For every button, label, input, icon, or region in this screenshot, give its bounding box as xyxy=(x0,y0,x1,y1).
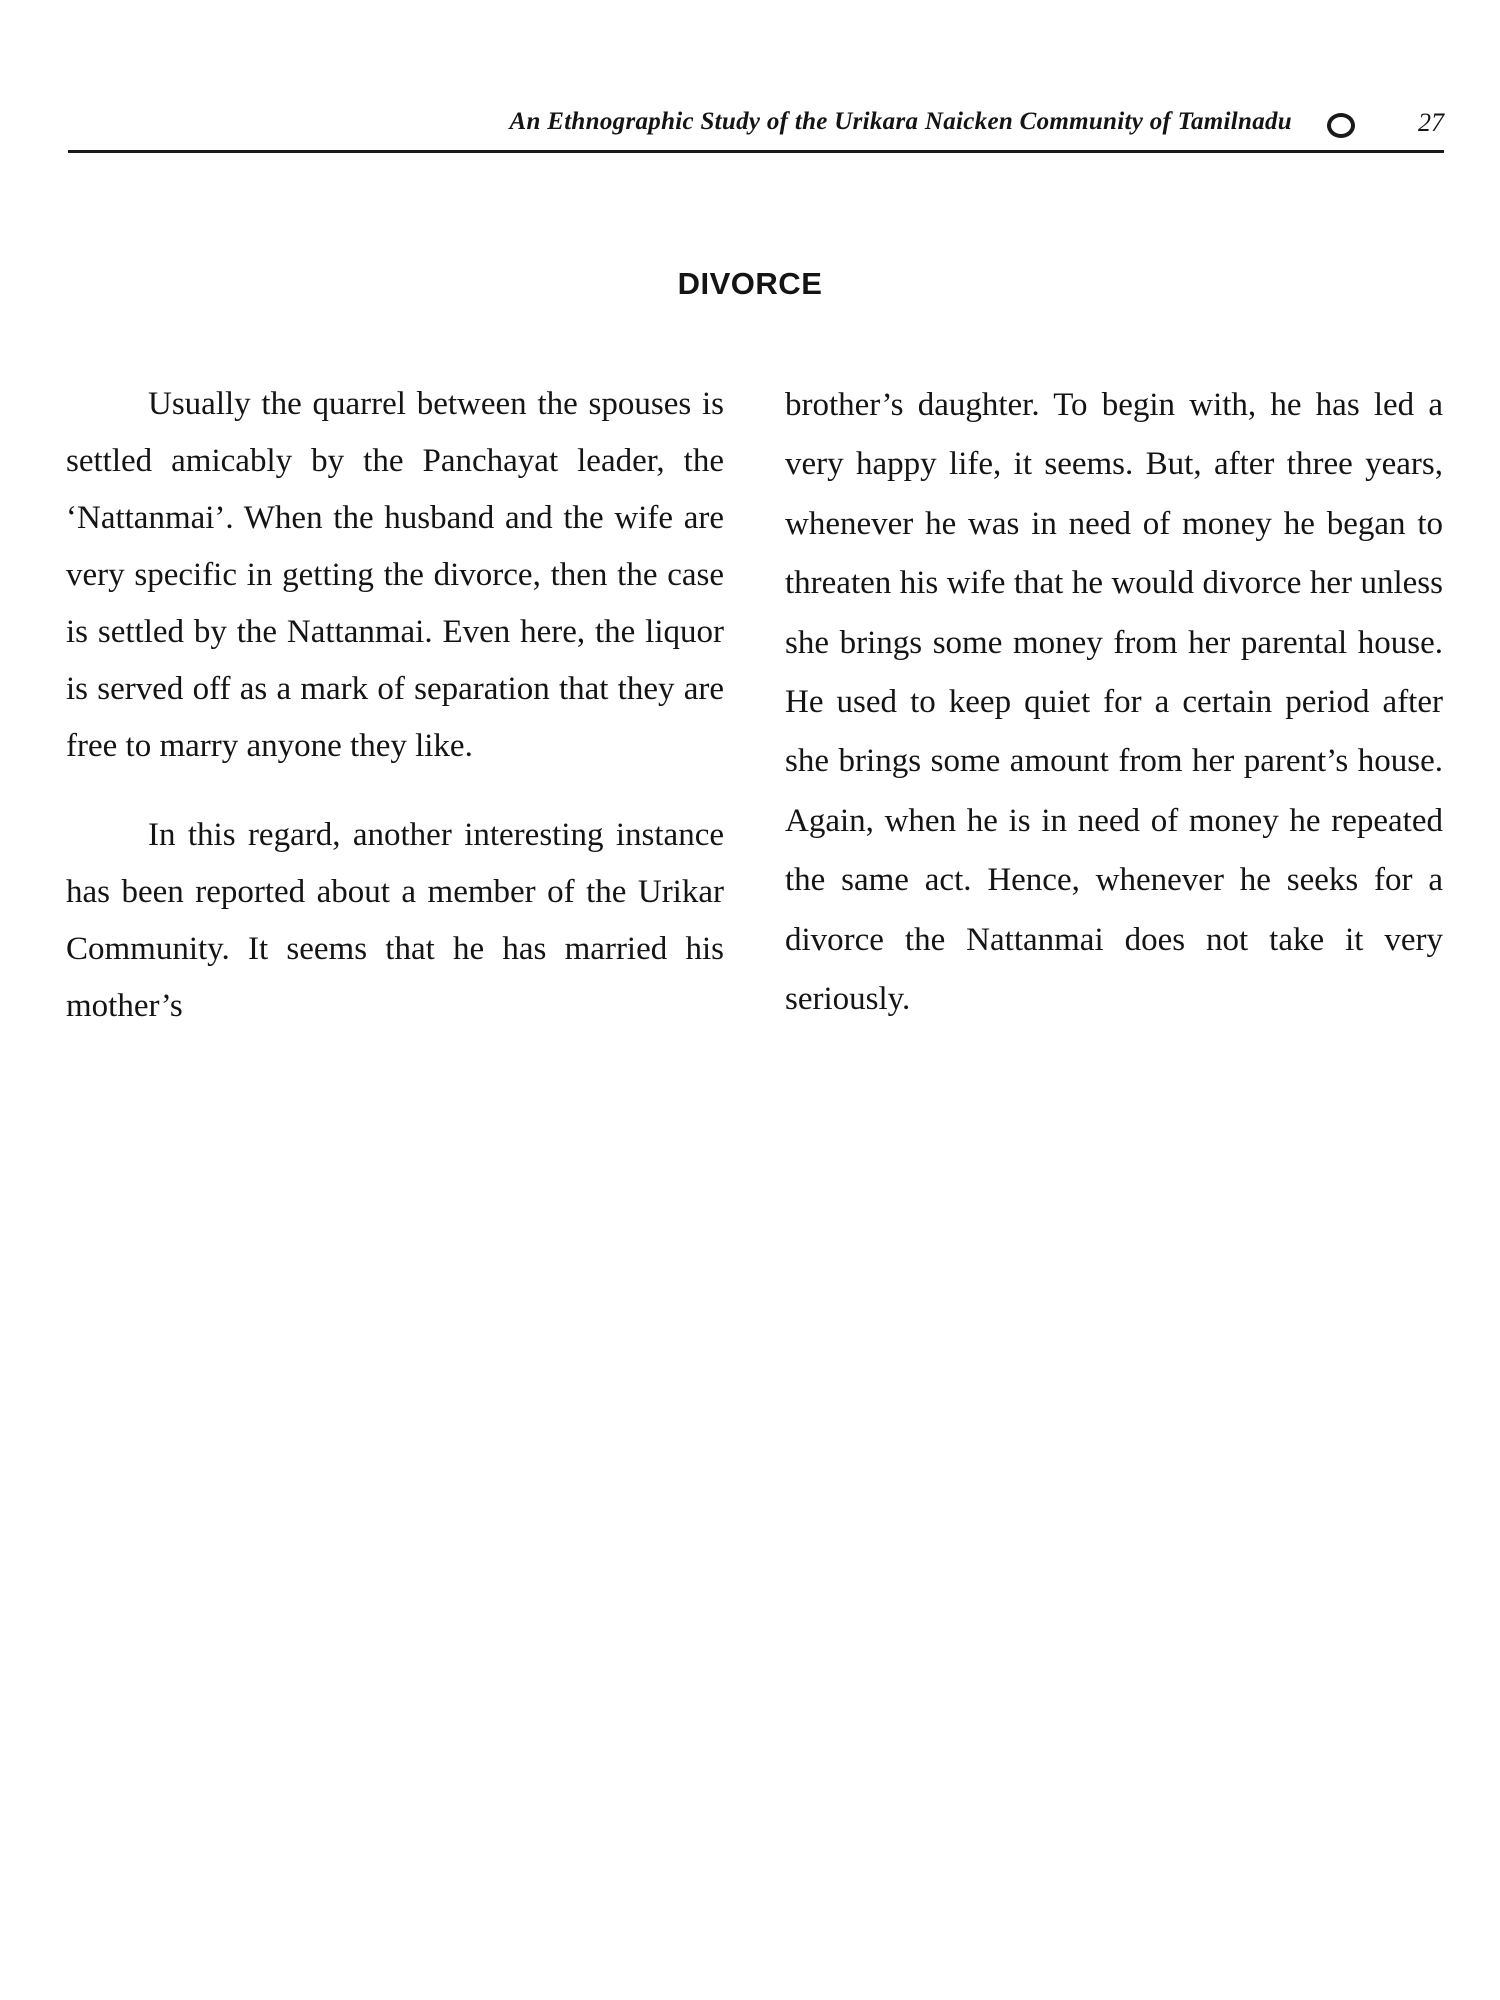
hollow-circle-icon xyxy=(1327,113,1355,138)
paragraph-continued: brother’s daughter. To begin with, he has led a very happy life, it seems. But, after three years, whenever he was in need of money he began to threaten his wife that he would divorce her unless she brings some money from her parental house. He used to keep quiet for a certain period after she brings some amount from her parent’s house. Again, when he is in need of money he repeated the same act. Hence, whenever he seeks for a divorce the Nattanmai does not take it very seriously. xyxy=(785,387,1443,1018)
page-number: 27 xyxy=(1418,108,1444,137)
paragraph-interesting-instance: In this regard, another interesting instance has been reported about a member of the Urikar Community. It seems that he has married his mother’s xyxy=(66,817,724,1024)
left-column xyxy=(66,376,724,1035)
running-title: An Ethnographic Study of the Urikara Naicken Community of Tamilnadu xyxy=(509,108,1292,135)
right-column xyxy=(785,376,1443,1029)
section-heading: DIVORCE xyxy=(677,266,823,301)
paragraph-quarrel-settlement: Usually the quarrel between the spouses is settled amicably by the Panchayat leader, the ‘Nattanmai’. When the husband and the wife are very specific in getting the divorce, then the case is settled by the Nattanmai. Even here, the liquor is served off as a mark of separation that they are free to marry anyone they like. xyxy=(66,386,724,764)
running-header xyxy=(68,108,1444,153)
